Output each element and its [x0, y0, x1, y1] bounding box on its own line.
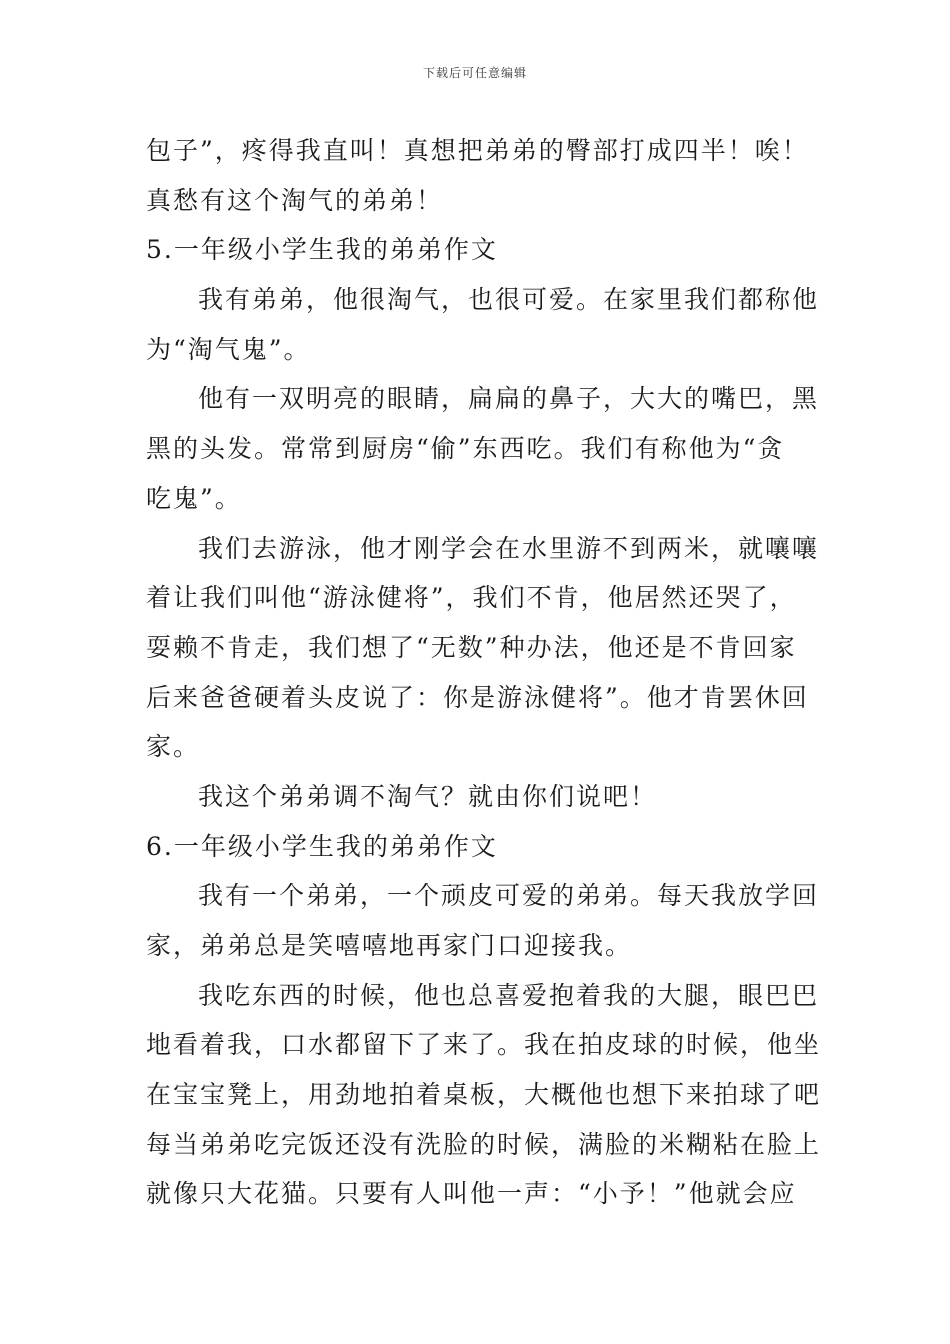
paragraph-start: 他有一双明亮的眼睛，扁扁的鼻子，大大的嘴巴，黑: [198, 384, 820, 414]
section-heading: 5.一年级小学生我的弟弟作文: [146, 235, 498, 265]
paragraph-start: 我吃东西的时候，他也总喜爱抱着我的大腿，眼巴巴: [198, 980, 820, 1010]
text-line: 家。: [146, 732, 201, 762]
text-line: 就像只大花猫。只要有人叫他一声：“小予！”他就会应: [146, 1179, 797, 1209]
text-line: 真愁有这个淘气的弟弟！: [146, 185, 444, 215]
text-line: 黑的头发。常常到厨房“偷”东西吃。我们有称他为“贪: [146, 434, 785, 464]
text-line: 着让我们叫他“游泳健将”，我们不肯，他居然还哭了，: [146, 583, 797, 613]
text-line: 地看着我，口水都留下了来了。我在拍皮球的时候，他坐: [146, 1030, 822, 1060]
text-line: 家，弟弟总是笑嘻嘻地再家门口迎接我。: [146, 931, 633, 960]
paragraph-start: 我们去游泳，他才刚学会在水里游不到两米，就嚷嚷: [198, 533, 820, 563]
page-header: 下载后可任意编辑: [422, 66, 527, 80]
text-line: 吃鬼”。: [146, 483, 242, 513]
text-line: 在宝宝凳上，用劲地拍着桌板，大概他也想下来拍球了吧: [146, 1080, 822, 1110]
text-line: 包子”，疼得我直叫！真想把弟弟的臀部打成四半！唉！: [146, 136, 809, 165]
paragraph-start: 我有弟弟，他很淘气，也很可爱。在家里我们都称他: [198, 285, 820, 315]
text-line: 后来爸爸硬着头皮说了：你是游泳健将”。他才肯罢休回: [146, 682, 809, 712]
paragraph-start: 我这个弟弟调不淘气？就由你们说吧！: [198, 781, 658, 811]
document-body: [146, 126, 822, 1219]
text-line: 耍赖不肯走，我们想了“无数”种办法，他还是不肯回家: [146, 632, 797, 662]
text-line: 每当弟弟吃完饭还没有洗脸的时候，满脸的米糊粘在脸上: [146, 1129, 822, 1159]
section-heading: 6.一年级小学生我的弟弟作文: [146, 831, 498, 861]
paragraph-start: 我有一个弟弟，一个顽皮可爱的弟弟。每天我放学回: [198, 881, 820, 911]
text-line: 为“淘气鬼”。: [146, 334, 311, 364]
